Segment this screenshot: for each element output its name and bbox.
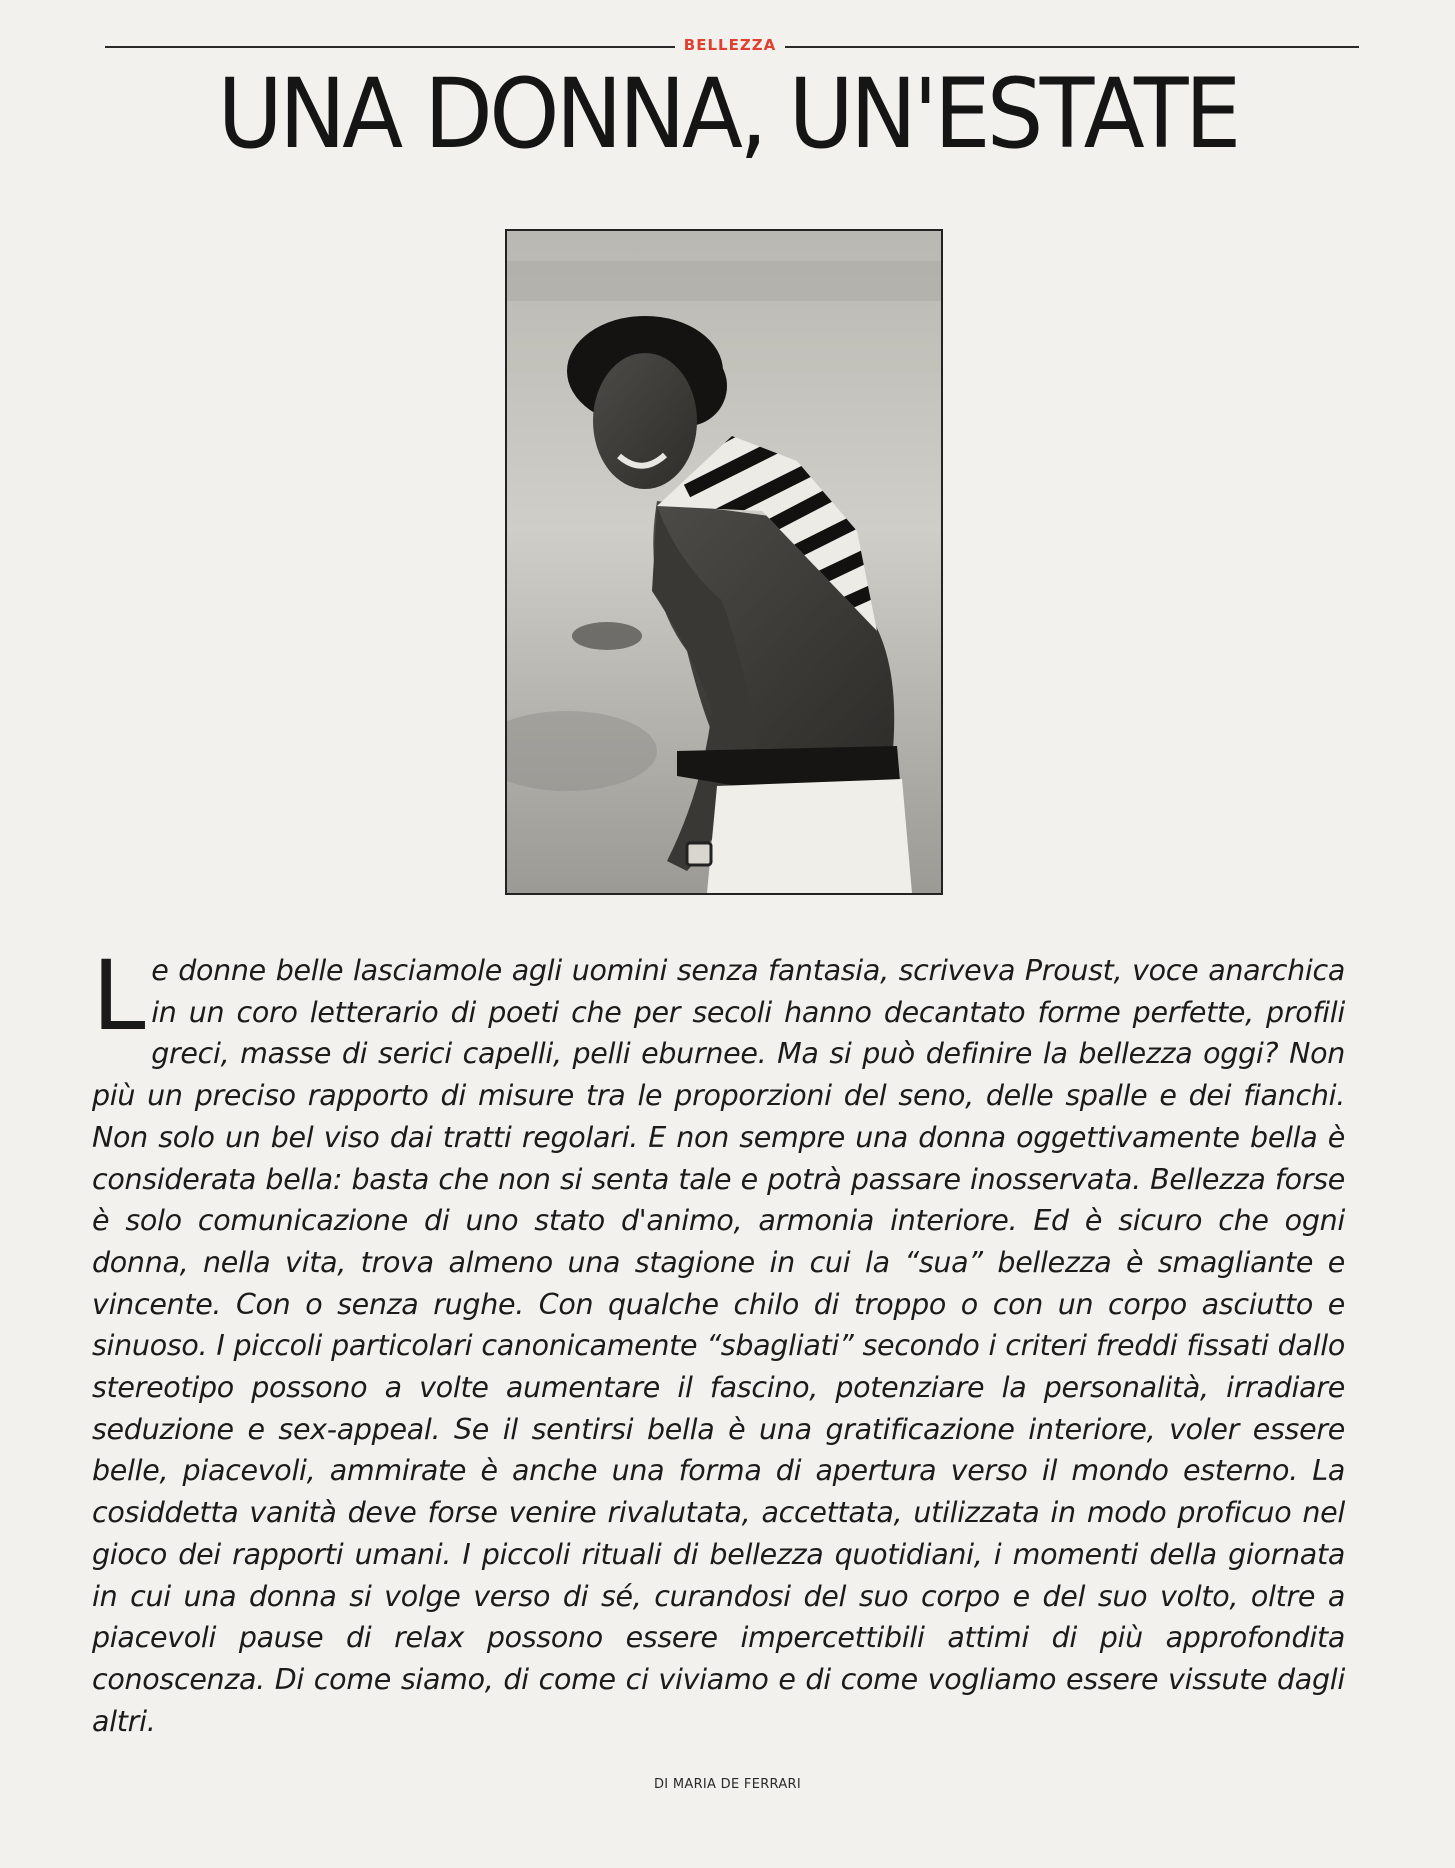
article-body-block: [92, 940, 1345, 1742]
page-title: UNA DONNA, UN'ESTATE: [217, 58, 1238, 170]
section-label: BELLEZZA: [683, 36, 777, 54]
header-rule-right: [785, 46, 1359, 48]
article-text: e donne belle lasciamole agli uomini senza fantasia, scriveva Proust, voce anarchica in un coro letterario di poeti che per secoli hanno decantato forme perfette, profili greci, masse di serici capelli, pelli eburnee. Ma si può definire la bellezza oggi? Non più un preciso rapporto di misure tra le proporzioni del seno, delle spalle e dei fianchi. Non solo un bel viso dai tratti regolari. E non sempre una donna oggettivamente bella è considerata bella: basta che non si senta tale e potrà passare inosservata. Bellezza forse è solo comunicazione di uno stato d'animo, armonia interiore. Ed è sicuro che ogni donna, nella vita, trova almeno una stagione in cui la “sua” bellezza è smagliante e vincente. Con o senza rughe. Con qualche chilo di troppo o con un corpo asciutto e sinuoso. I piccoli particolari canonicamente “sbagliati” secondo i criteri freddi fissati dallo stereotipo possono a volte aumentare il fascino, potenziare la personalità, irradiare seduzione e sex-appeal. Se il sentirsi bella è una gratificazione interiore, voler essere belle, piacevoli, ammirate è anche una forma di apertura verso il mondo esterno. La cosiddetta vanità deve forse venire rivalutata, accettata, utilizzata in modo proficuo nel gioco dei rapporti umani. I piccoli rituali di bellezza quotidiani, i momenti della giornata in cui una donna si volge verso di sé, curandosi del suo corpo e del suo volto, oltre a piacevoli pause di relax possono essere impercettibili attimi di più approfondita conoscenza. Di come siamo, di come ci viviamo e di come vogliamo essere vissute dagli altri.: [92, 954, 1345, 1738]
drop-cap: L: [92, 940, 146, 1052]
feature-photo: [505, 229, 943, 895]
byline: DI MARIA DE FERRARI: [653, 1777, 802, 1792]
header-rule-left: [105, 46, 675, 48]
